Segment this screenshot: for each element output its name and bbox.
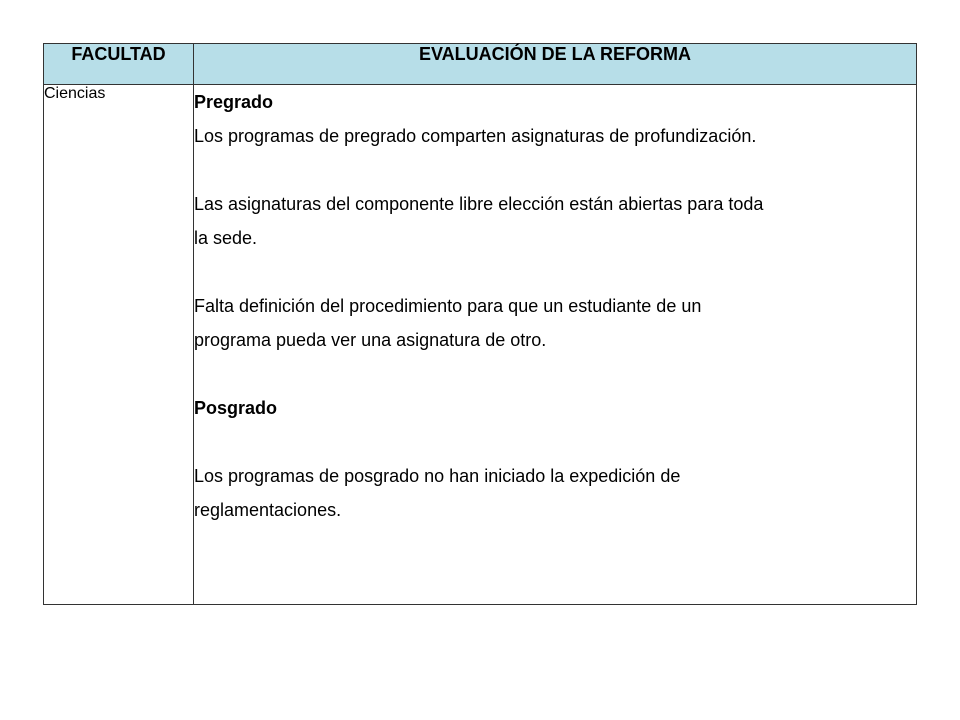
header-row	[44, 44, 917, 85]
posgrado-paragraph-1-line-2: reglamentaciones.	[194, 500, 342, 520]
reform-evaluation-table	[43, 43, 917, 605]
pregrado-paragraph-3-line-2: programa pueda ver una asignatura de otro.	[194, 330, 547, 350]
spacer	[194, 153, 916, 187]
posgrado-paragraph-1-line-1: Los programas de posgrado no han iniciado la expedición de	[194, 466, 681, 486]
spacer	[194, 357, 916, 391]
pregrado-paragraph-3-line-1: Falta definición del procedimiento para que un estudiante de un	[194, 296, 702, 316]
spacer	[194, 425, 916, 459]
posgrado-heading: Posgrado	[194, 398, 278, 418]
evaluation-cell	[194, 85, 917, 605]
spacer	[194, 255, 916, 289]
header-facultad: FACULTAD	[44, 44, 194, 85]
pregrado-heading: Pregrado	[194, 92, 274, 112]
table-row	[44, 85, 917, 605]
faculty-name-cell: Ciencias	[44, 85, 194, 605]
pregrado-paragraph-2-line-1: Las asignaturas del componente libre elección están abiertas para toda	[194, 194, 764, 214]
pregrado-paragraph-2-line-2: la sede.	[194, 228, 258, 248]
pregrado-paragraph-1: Los programas de pregrado comparten asignaturas de profundización.	[194, 126, 757, 146]
header-evaluacion: EVALUACIÓN DE LA REFORMA	[194, 44, 917, 85]
